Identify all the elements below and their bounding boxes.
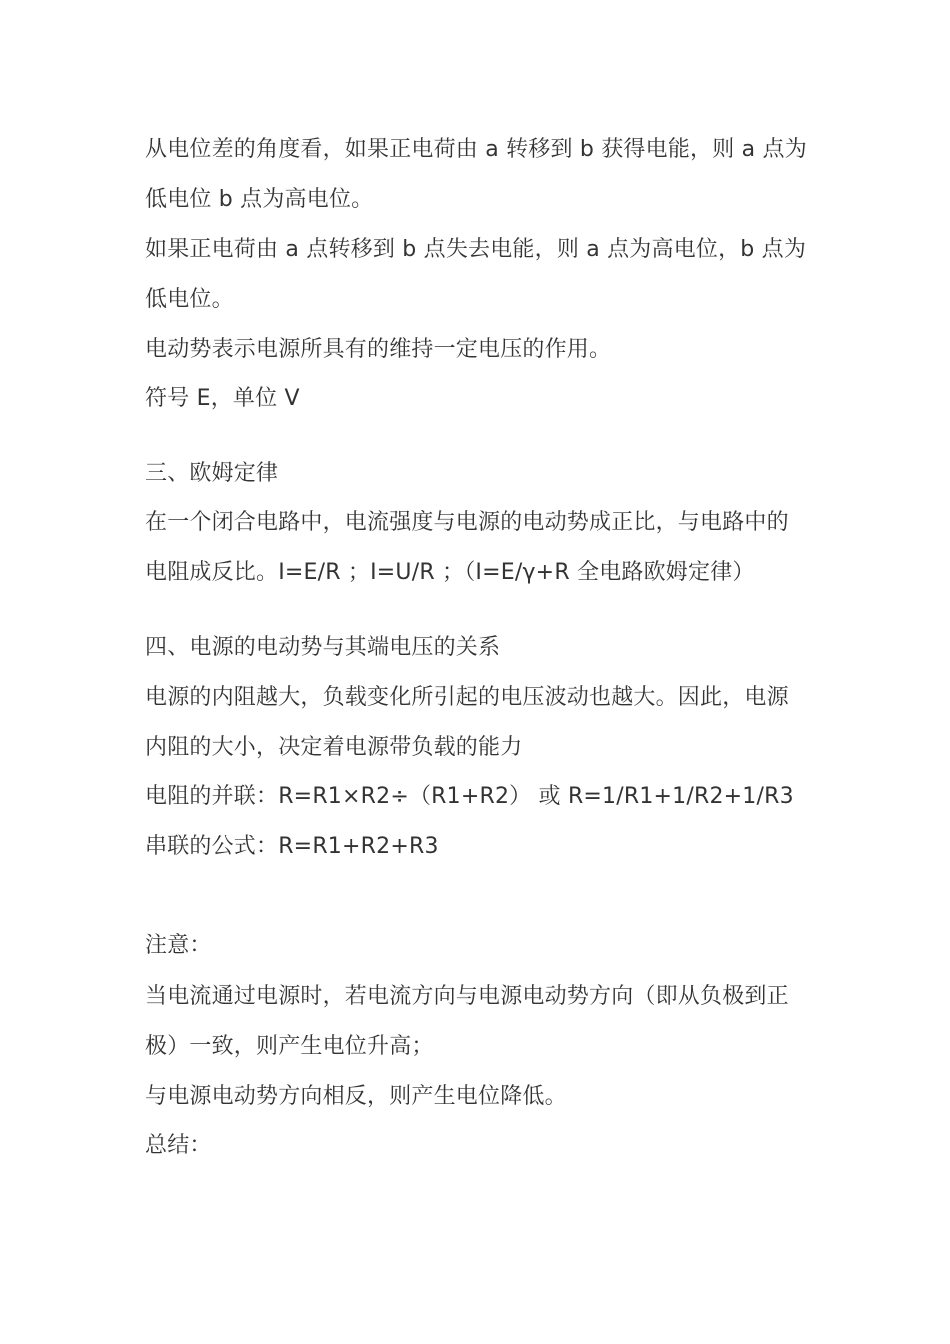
note-heading: 注意： bbox=[145, 933, 212, 958]
formula-line: 电阻的并联：R=R1×R2÷（R1+R2） 或 R=1/R1+1/R2+1/R3 bbox=[145, 784, 794, 809]
paragraph-line: 电源的内阻越大，负载变化所引起的电压波动也越大。因此，电源 bbox=[145, 685, 789, 710]
paragraph-line: 从电位差的角度看，如果正电荷由 a 转移到 b 获得电能，则 a 点为 bbox=[145, 137, 807, 162]
paragraph-line: 低电位。 bbox=[145, 287, 234, 312]
paragraph-line: 符号 E，单位 V bbox=[145, 386, 300, 411]
formula-line: 电阻成反比。I=E/R ；I=U/R ；（I=E/γ+R 全电路欧姆定律） bbox=[145, 560, 755, 585]
paragraph-line: 极）一致，则产生电位升高； bbox=[145, 1034, 434, 1059]
section-heading: 四、电源的电动势与其端电压的关系 bbox=[145, 635, 501, 660]
paragraph-line: 低电位 b 点为高电位。 bbox=[145, 187, 374, 212]
paragraph-line: 与电源电动势方向相反，则产生电位降低。 bbox=[145, 1084, 567, 1109]
paragraph-line: 在一个闭合电路中，电流强度与电源的电动势成正比，与电路中的 bbox=[145, 510, 789, 535]
paragraph-line: 内阻的大小，决定着电源带负载的能力 bbox=[145, 735, 523, 760]
summary-heading: 总结： bbox=[145, 1133, 212, 1158]
formula-line: 串联的公式：R=R1+R2+R3 bbox=[145, 834, 439, 859]
paragraph-line: 电动势表示电源所具有的维持一定电压的作用。 bbox=[145, 337, 612, 362]
paragraph-line: 当电流通过电源时，若电流方向与电源电动势方向（即从负极到正 bbox=[145, 984, 789, 1009]
paragraph-line: 如果正电荷由 a 点转移到 b 点失去电能，则 a 点为高电位，b 点为 bbox=[145, 237, 807, 262]
section-heading: 三、欧姆定律 bbox=[145, 461, 279, 486]
